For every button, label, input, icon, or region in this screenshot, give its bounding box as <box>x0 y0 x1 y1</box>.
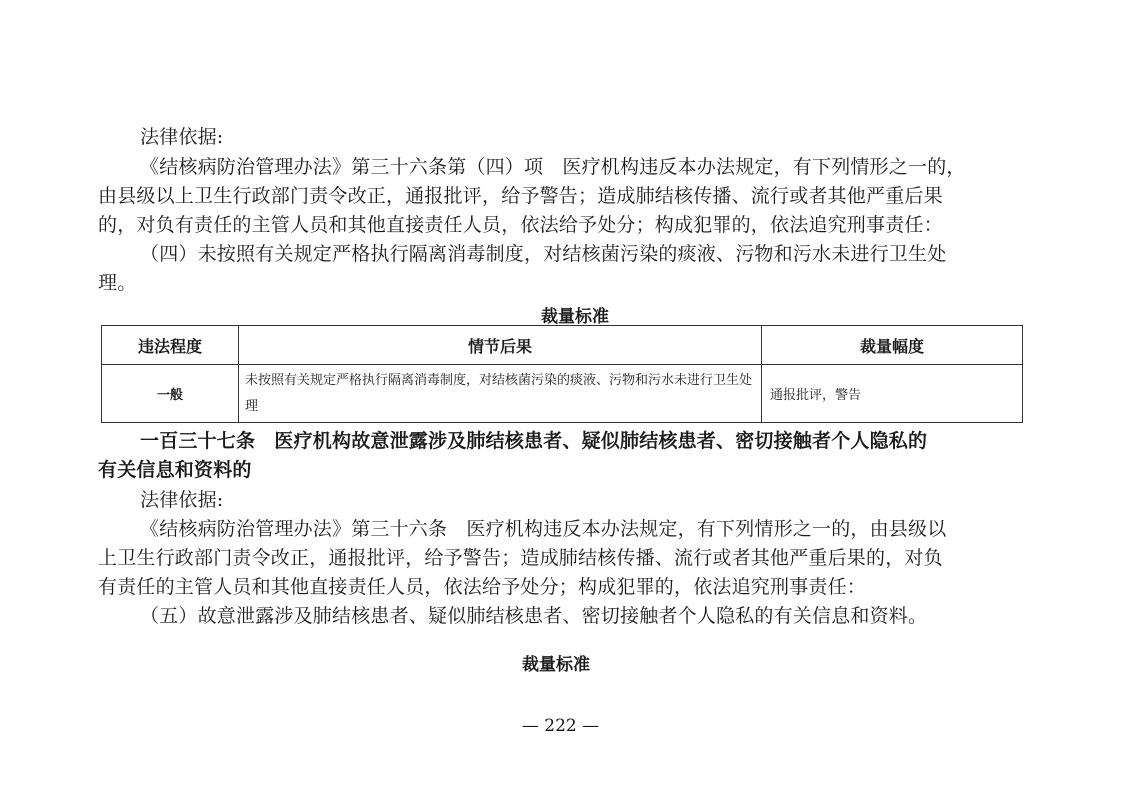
legal-basis-line: （四）未按照有关规定严格执行隔离消毒制度，对结核菌污染的痰液、污物和污水未进行卫生处 <box>140 243 947 265</box>
violation-degree-cell: 一般 <box>102 365 239 423</box>
legal-basis-label: 法律依据: <box>140 126 224 148</box>
legal-basis-line: 的，对负有责任的主管人员和其他直接责任人员，依法给予处分；构成犯罪的，依法追究刑事责任： <box>98 214 943 236</box>
column-header: 裁量幅度 <box>762 326 1023 365</box>
column-header: 违法程度 <box>102 326 239 365</box>
legal-basis-line: （五）故意泄露涉及肺结核患者、疑似肺结核患者、密切接触者个人隐私的有关信息和资料。 <box>140 605 928 627</box>
column-header: 情节后果 <box>239 326 762 365</box>
legal-basis-line: 《结核病防治管理办法》第三十六条 医疗机构违反本办法规定，有下列情形之一的，由县级以 <box>140 518 947 540</box>
penalty-cell: 通报批评，警告 <box>762 365 1023 423</box>
consequence-cell: 未按照有关规定严格执行隔离消毒制度，对结核菌污染的痰液、污物和污水未进行卫生处理 <box>239 365 762 423</box>
table-header-row <box>102 326 1023 365</box>
article-heading: 有关信息和资料的 <box>98 459 252 481</box>
legal-basis-line: 有责任的主管人员和其他直接责任人员，依法给予处分；构成犯罪的，依法追究刑事责任： <box>98 576 867 598</box>
legal-basis-label: 法律依据: <box>140 489 224 511</box>
legal-basis-line: 理。 <box>98 272 137 294</box>
table-row <box>102 365 1023 423</box>
page-number: — 222 — <box>521 716 600 736</box>
discretion-standard-table <box>101 325 1023 423</box>
table-caption: 裁量标准 <box>541 307 609 327</box>
legal-basis-line: 由县级以上卫生行政部门责令改正，通报批评，给予警告；造成肺结核传播、流行或者其他严重后果 <box>98 185 943 207</box>
table-caption: 裁量标准 <box>522 655 590 675</box>
article-heading: 一百三十七条 医疗机构故意泄露涉及肺结核患者、疑似肺结核患者、密切接触者个人隐私的 <box>140 430 928 452</box>
legal-basis-line: 上卫生行政部门责令改正，通报批评，给予警告；造成肺结核传播、流行或者其他严重后果的，对负 <box>98 547 943 569</box>
legal-basis-line: 《结核病防治管理办法》第三十六条第（四）项 医疗机构违反本办法规定，有下列情形之一的， <box>140 156 966 178</box>
